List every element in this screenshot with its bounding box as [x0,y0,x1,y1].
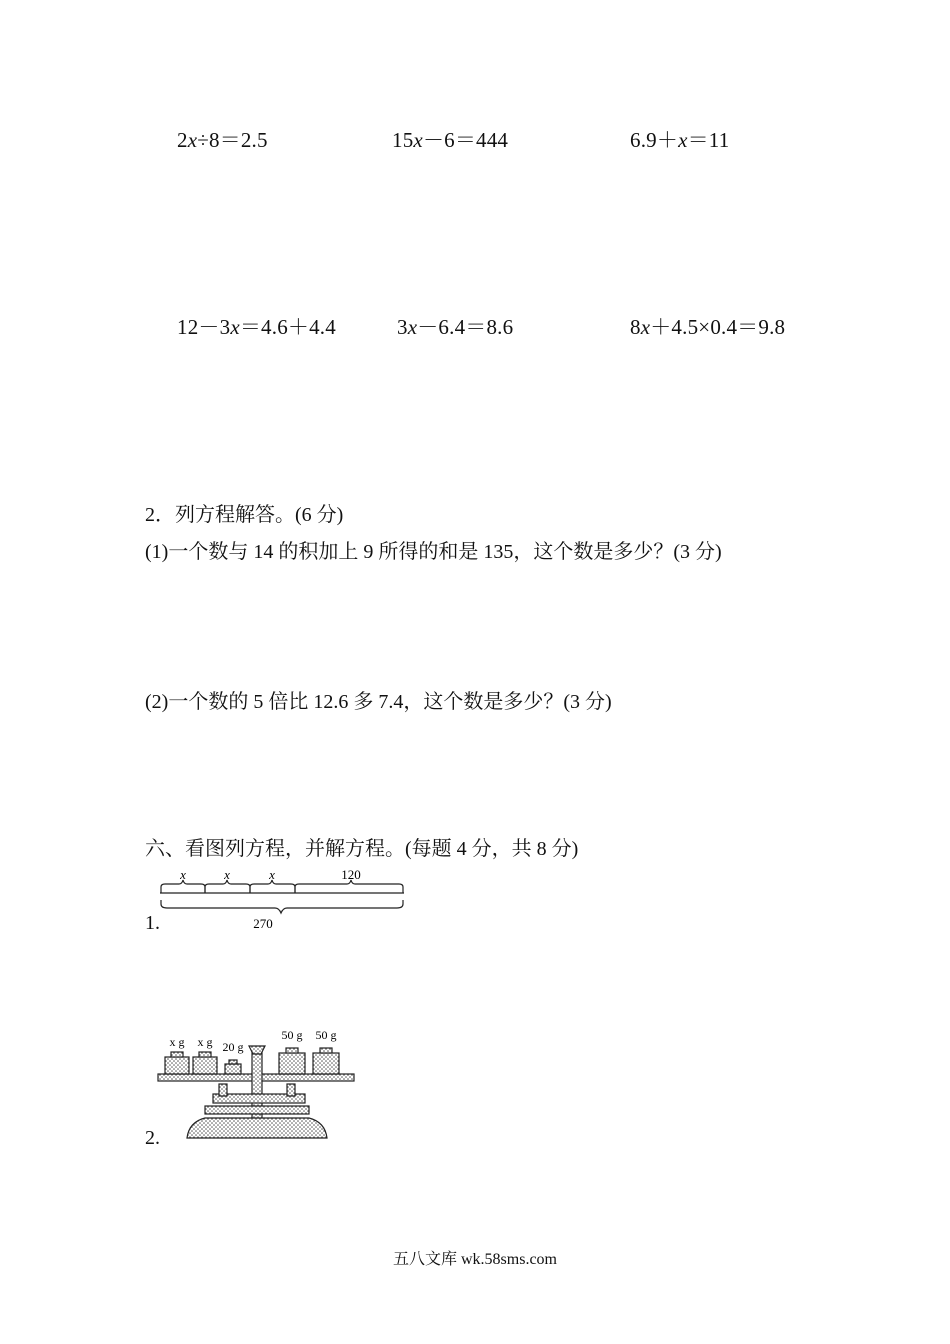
equation-3: 6.9＋x＝11 [630,128,730,152]
segment-label-4: 120 [341,867,361,882]
segment-diagram [155,862,415,934]
equation-4: 12－3x＝4.6＋4.4 [177,315,336,339]
question-2-sub-1: (1)一个数与 14 的积加上 9 所得的和是 135，这个数是多少？(3 分) [145,541,722,563]
question-2-heading: 2．列方程解答。(6 分) [145,504,344,526]
equation-2: 15x－6＝444 [392,128,509,152]
weight-label-x-1: x g [169,1035,185,1049]
weight-label-x-2: x g [197,1035,213,1049]
balance-scale-diagram [155,1022,360,1142]
equation-6: 8x＋4.5×0.4＝9.8 [630,315,786,339]
weight-label-50g-2: 50 g [315,1028,337,1042]
segment-label-2: x [224,867,230,882]
total-label: 270 [253,916,273,931]
footer-watermark: 五八文库 wk.58sms.com [392,1251,557,1268]
diagram-2-number: 2. [145,1127,160,1149]
segment-label-3: x [269,867,275,882]
diagram-1-number: 1. [145,912,160,934]
section-6-heading: 六、看图列方程，并解方程。(每题 4 分，共 8 分) [145,838,579,860]
question-2-sub-2: (2)一个数的 5 倍比 12.6 多 7.4，这个数是多少？(3 分) [145,691,612,713]
weight-label-50g-1: 50 g [281,1028,303,1042]
segment-label-1: x [180,867,186,882]
equation-1: 2x÷8＝2.5 [177,128,268,152]
equation-5: 3x－6.4＝8.6 [397,315,514,339]
weight-label-20g: 20 g [222,1040,244,1054]
